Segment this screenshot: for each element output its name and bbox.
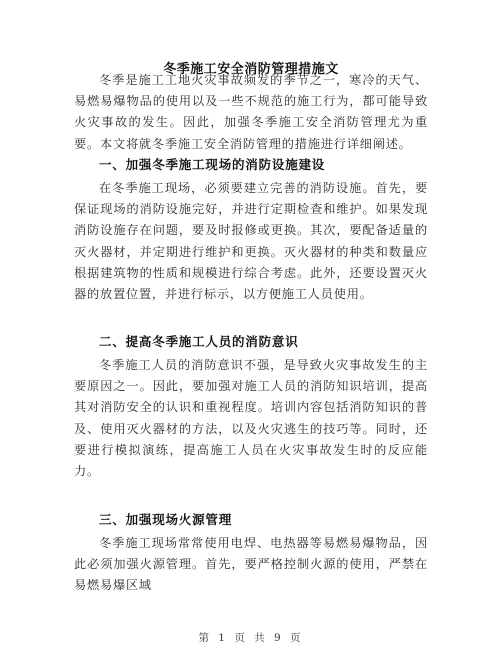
document-title: 冬季施工安全消防管理措施文 xyxy=(163,62,339,77)
section-heading-3: 三、加强现场火源管理 xyxy=(99,512,233,527)
section-paragraph-2: 冬季施工人员的消防意识不强，是导致火灾事故发生的主要原因之一。因此，要加强对施工人员的消防知识培训，提高其对消防安全的认识和重视程度。培训内容包括消防知识的普及、使用灭火器材的方法，以及火灾逃生的技巧等。同时，还要进行模拟演练，提高施工人员在火灾事故发生时的反应能力。 xyxy=(74,358,428,479)
section-paragraph-3: 冬季施工现场常常使用电焊、电热器等易燃易爆物品，因此必须加强火源管理。首先，要严格控制火源的使用，严禁在易燃易爆区域 xyxy=(74,536,428,593)
page-footer: 第 1 页 共 9 页 xyxy=(198,632,304,644)
intro-paragraph: 冬季是施工工地火灾事故频发的季节之一，寒冷的天气、易燃易爆物品的使用以及一些不规范的施工行为，都可能导致火灾事故的发生。因此，加强冬季施工安全消防管理尤为重要。本文将就冬季施工安全消防管理的措施进行详细阐述。 xyxy=(74,73,428,151)
section-heading-2: 二、提高冬季施工人员的消防意识 xyxy=(99,334,299,349)
section-heading-1: 一、加强冬季施工现场的消防设施建设 xyxy=(99,157,326,172)
section-paragraph-1: 在冬季施工现场，必须要建立完善的消防设施。首先，要保证现场的消防设施完好，并进行定期检查和维护。如果发现消防设施存在问题，要及时报修或更换。其次，要配备适量的灭火器材，并定期进行维护和更换。灭火器材的种类和数量应根据建筑物的性质和规模进行综合考虑。此外，还要设置灭火器的放置位置，并进行标示，以方便施工人员使用。 xyxy=(74,181,428,302)
